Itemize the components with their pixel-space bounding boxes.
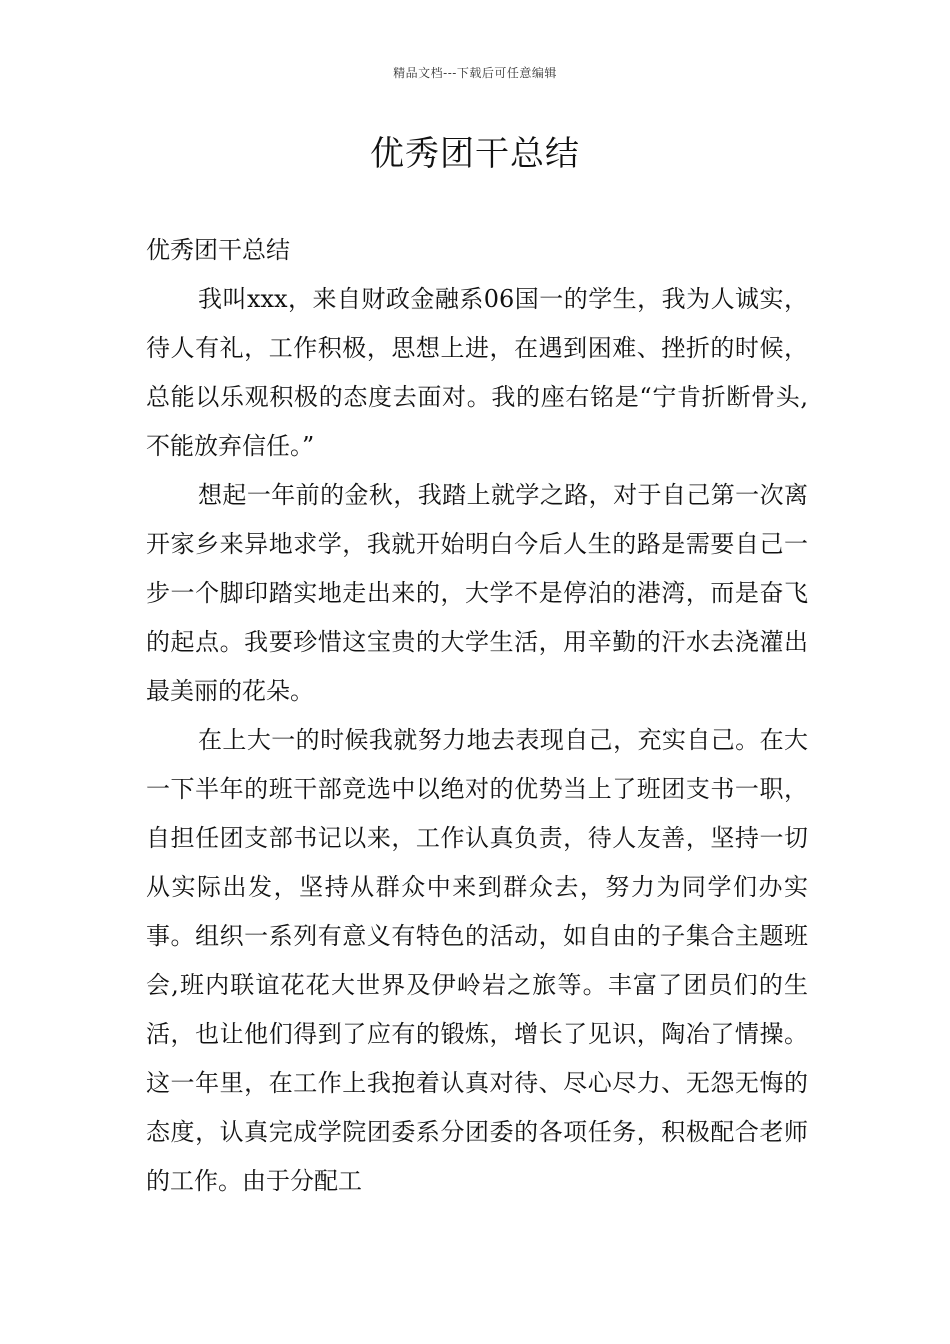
document-title: 优秀团干总结 bbox=[370, 134, 580, 174]
section-subtitle: 优秀团干总结 bbox=[146, 236, 290, 264]
header-note: 精品文档---下载后可任意编辑 bbox=[393, 66, 557, 80]
paragraph-2: 想起一年前的金秋，我踏上就学之路，对于自己第一次离开家乡来异地求学，我就开始明白今后人生的路是需要自己一步一个脚印踏实地走出来的，大学不是停泊的港湾，而是奋飞的起点。我要珍惜这宝贵的大学生活，用辛勤的汗水去浇灌出最美丽的花朵。 bbox=[146, 481, 808, 705]
document-body bbox=[146, 226, 808, 1206]
paragraph-3: 在上大一的时候我就努力地去表现自己，充实自己。在大一下半年的班干部竞选中以绝对的优势当上了班团支书一职，自担任团支部书记以来，工作认真负责，待人友善，坚持一切从实际出发，坚持从群众中来到群众去，努力为同学们办实事。组织一系列有意义有特色的活动，如自由的子集合主题班会,班内联谊花花大世界及伊岭岩之旅等。丰富了团员们的生活，也让他们得到了应有的锻炼，增长了见识，陶冶了情操。这一年里，在工作上我抱着认真对待、尽心尽力、无怨无悔的态度，认真完成学院团委系分团委的各项任务，积极配合老师的工作。由于分配工 bbox=[146, 726, 808, 1195]
paragraph-1: 我叫xxx，来自财政金融系06国一的学生，我为人诚实，待人有礼，工作积极，思想上进，在遇到困难、挫折的时候，总能以乐观积极的态度去面对。我的座右铭是“宁肯折断骨头,不能放弃信任。” bbox=[146, 285, 808, 460]
